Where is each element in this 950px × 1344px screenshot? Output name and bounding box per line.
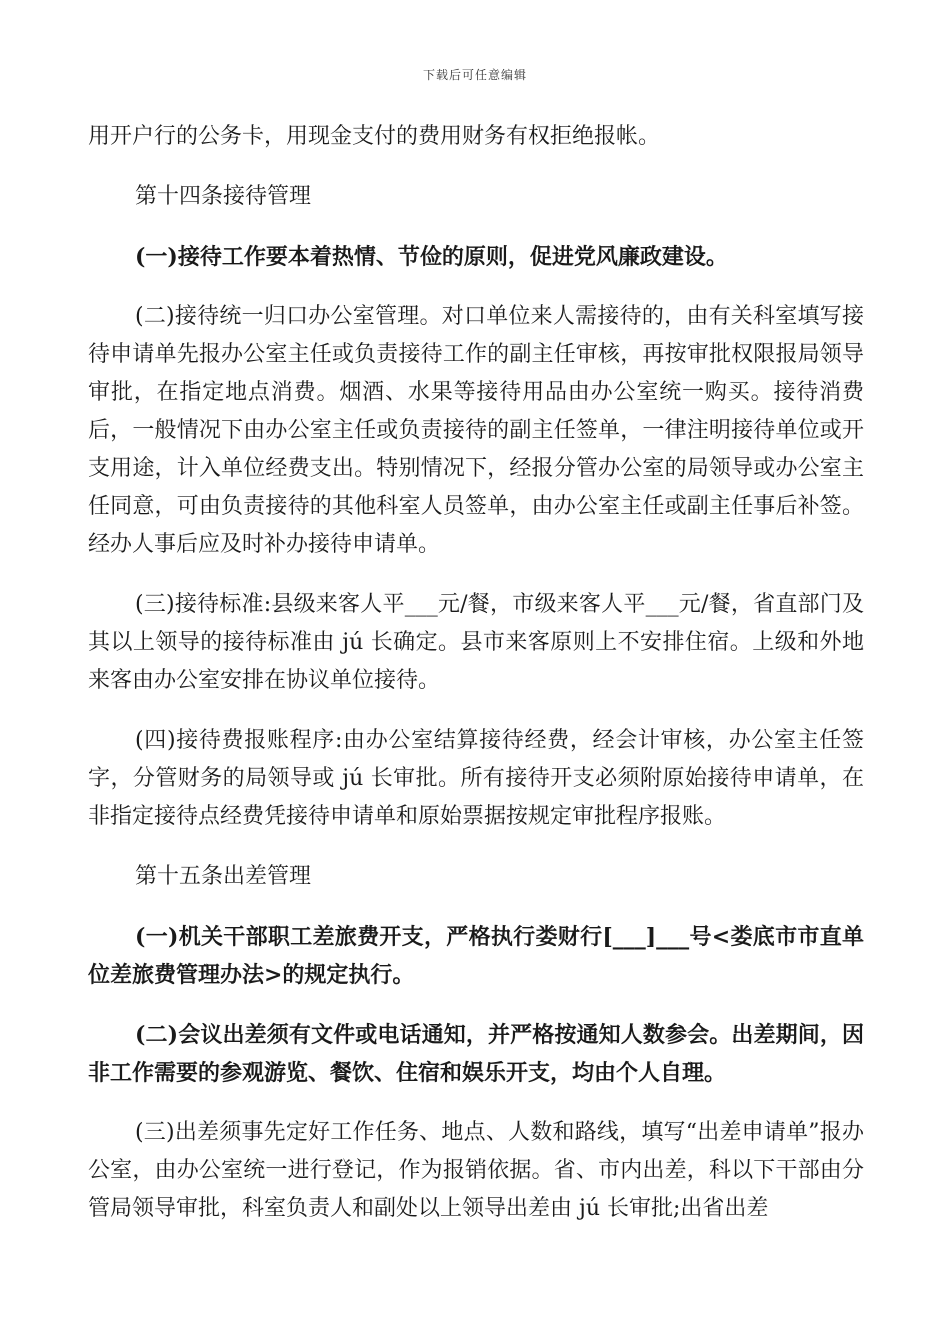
article-14-item-3: (三)接待标准:县级来客人平___元/餐，市级来客人平___元/餐，省直部门及其以上领导的接待标准由 jú 长确定。县市来客原则上不安排住宿。上级和外地来客由办公室安排在协议单位接待。	[88, 592, 864, 693]
article-14-item-1: (一)接待工作要本着热情、节俭的原则，促进党风廉政建设。	[135, 244, 728, 270]
article-15-item-3: (三)出差须事先定好工作任务、地点、人数和路线，填写“出差申请单”报办公室，由办公室统一进行登记，作为报销依据。省、市内出差，科以下干部由分管局领导审批，科室负责人和副处以上领导出差由 jú 长审批;出省出差	[88, 1120, 864, 1221]
article-14-item-2: (二)接待统一归口办公室管理。对口单位来人需接待的，由有关科室填写接待申请单先报办公室主任或负责接待工作的副主任审核，再按审批权限报局领导审批，在指定地点消费。烟酒、水果等接待用品由办公室统一购买。接待消费后，一般情况下由办公室主任或负责接待的副主任签单，一律注明接待单位或开支用途，计入单位经费支出。特别情况下，经报分管办公室的局领导或办公室主任同意，可由负责接待的其他科室人员签单，由办公室主任或副主任事后补签。经办人事后应及时补办接待申请单。	[88, 304, 864, 557]
paragraph-continuation: 用开户行的公务卡，用现金支付的费用财务有权拒绝报帐。	[88, 124, 661, 149]
article-15-heading: 第十五条出差管理	[135, 864, 312, 889]
article-15-item-2: (二)会议出差须有文件或电话通知，并严格按通知人数参会。出差期间，因非工作需要的参观游览、餐饮、住宿和娱乐开支，均由个人自理。	[88, 1022, 864, 1086]
article-15-item-1: (一)机关干部职工差旅费开支，严格执行娄财行[___]___号<娄底市市直单位差旅费管理办法>的规定执行。	[88, 924, 864, 988]
article-14-heading: 第十四条接待管理	[135, 184, 312, 209]
article-14-item-4: (四)接待费报账程序:由办公室结算接待经费，经会计审核，办公室主任签字，分管财务的局领导或 jú 长审批。所有接待开支必须附原始接待申请单，在非指定接待点经费凭接待申请单和原始票据按规定审批程序报账。	[88, 728, 864, 829]
document-body	[88, 118, 864, 1228]
page-header: 下载后可任意编辑	[422, 68, 527, 82]
